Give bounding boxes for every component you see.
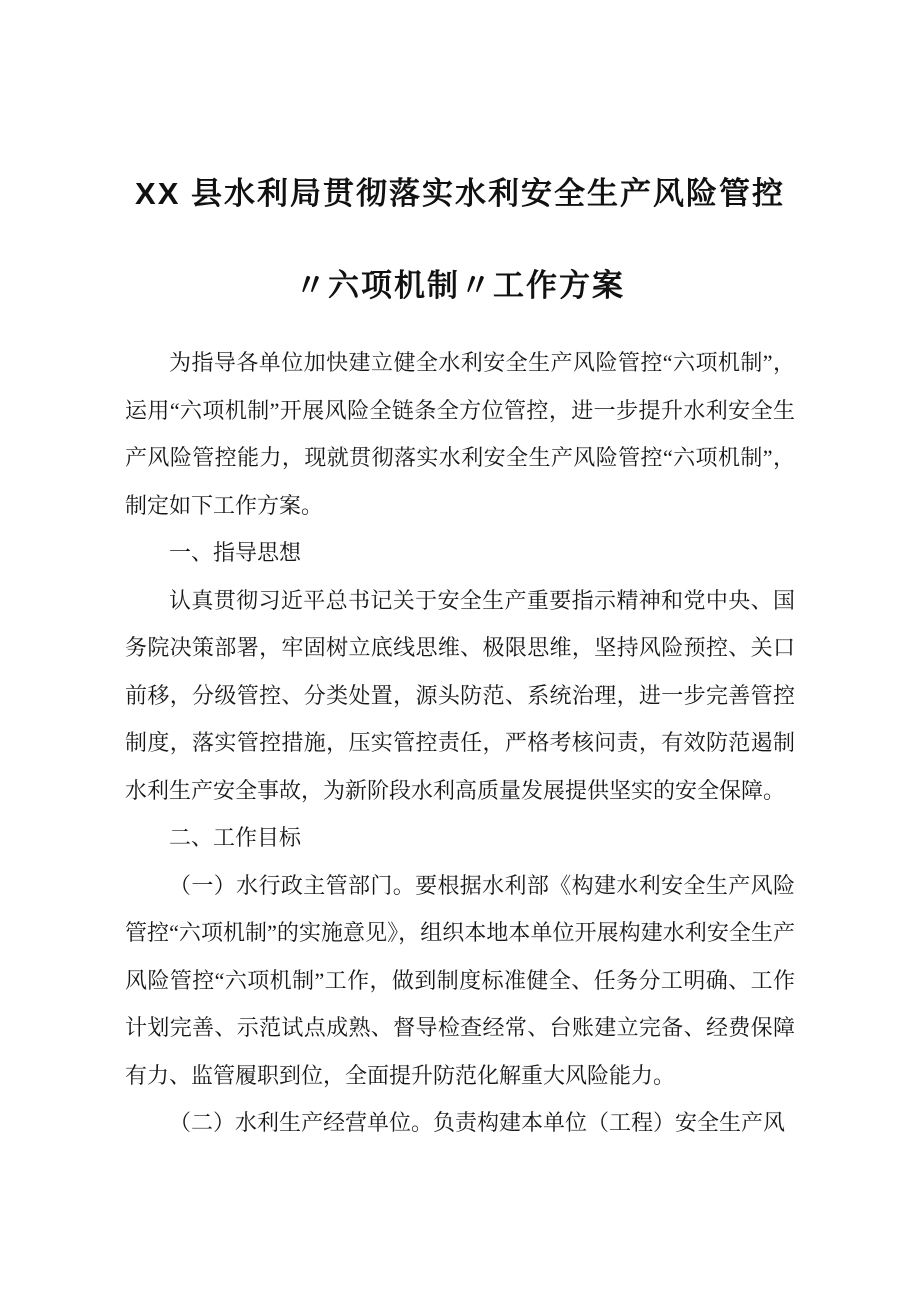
paragraph-work-goal-1: （一）水行政主管部门。要根据水利部《构建水利安全生产风险管控“六项机制”的实施意见》，组织本地本单位开展构建水利安全生产风险管控“六项机制”工作，做到制度标准健全、任务分工明确、工作计划完善、示范试点成熟、督导检查经常、台账建立完备、经费保障有力、监管履职到位，全面提升防范化解重大风险能力。 (125, 872, 795, 1088)
document-title-line-1: XX 县水利局贯彻落实水利安全生产风险管控 (135, 176, 785, 211)
section-heading-1: 一、指导思想 (169, 540, 302, 565)
paragraph-intro: 为指导各单位加快建立健全水利安全生产风险管控“六项机制”，运用“六项机制”开展风险全链条全方位管控，进一步提升水利安全生产风险管控能力，现就贯彻落实水利安全生产风险管控“六项机制”，制定如下工作方案。 (125, 350, 795, 518)
document-body (125, 339, 795, 1147)
document-title (0, 148, 920, 332)
paragraph-guiding-ideology: 认真贯彻习近平总书记关于安全生产重要指示精神和党中央、国务院决策部署，牢固树立底线思维、极限思维，坚持风险预控、关口前移，分级管控、分类处置，源头防范、系统治理，进一步完善管控制度，落实管控措施，压实管控责任，严格考核问责，有效防范遏制水利生产安全事故，为新阶段水利高质量发展提供坚实的安全保障。 (125, 587, 795, 803)
section-heading-2: 二、工作目标 (169, 825, 302, 850)
paragraph-work-goal-2: （二）水利生产经营单位。负责构建本单位（工程）安全生产风 (169, 1110, 786, 1135)
document-title-line-2: 〃六项机制〃工作方案 (295, 268, 625, 303)
